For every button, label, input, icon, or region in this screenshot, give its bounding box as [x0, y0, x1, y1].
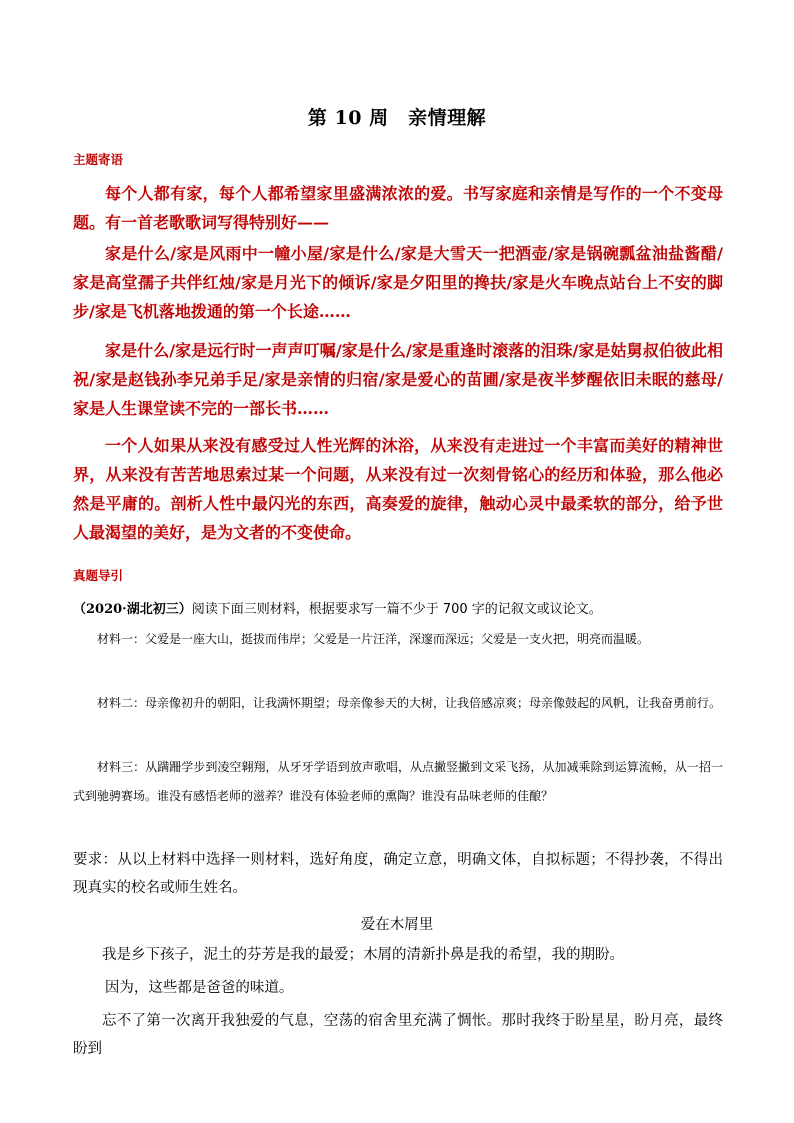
- exam-prompt: [73, 600, 723, 620]
- theme-paragraph: 每个人都有家，每个人都希望家里盛满浓浓的爱。书写家庭和亲情是写作的一个不变母题。有一首老歌歌词写得特别好——: [73, 184, 723, 232]
- exam-source: （2020·湖北初三）: [73, 602, 192, 617]
- page-title: 第 10 周 亲情理解: [307, 107, 487, 129]
- theme-paragraph: 一个人如果从来没有感受过人性光辉的沐浴，从来没有走进过一个丰富而美好的精神世界，从来没有苦苦地思索过某一个问题，从来没有过一次刻骨铭心的经历和体验，那么他必然是平庸的。剖析人性中最闪光的东西，高奏爱的旋律，触动心灵中最柔软的部分，给予世人最渴望的美好，是为文者的不变使命。: [73, 436, 723, 542]
- essay-paragraph: 忘不了第一次离开我独爱的气息，空荡的宿舍里充满了惆怅。那时我终于盼星星，盼月亮，最终盼到: [73, 1013, 723, 1057]
- material-item: 材料一：父爱是一座大山，挺拔而伟岸；父爱是一片汪洋，深邃而深远；父爱是一支火把，明亮而温暖。: [97, 632, 650, 646]
- theme-paragraph: 家是什么/家是风雨中一幢小屋/家是什么/家是大雪天一把酒壶/家是锅碗瓢盆油盐酱醋/家是高堂孺子共伴红烛/家是月光下的倾诉/家是夕阳里的搀扶/家是火车晚点站台上不安的脚步/家是飞机落地拨通的第一个长途……: [73, 244, 723, 321]
- exam-requirement: 要求：从以上材料中选择一则材料，选好角度，确定立意，明确文体，自拟标题；不得抄袭，不得出现真实的校名或师生姓名。: [73, 852, 723, 896]
- exam-prompt-text: 阅读下面三则材料，根据要求写一篇不少于 700 字的记叙文或议论文。: [191, 602, 602, 617]
- section-label-theme: 主题寄语: [73, 152, 124, 167]
- essay-title: 爱在木屑里: [360, 917, 434, 933]
- essay-paragraph: 因为，这些都是爸爸的味道。: [104, 980, 294, 996]
- theme-paragraph: 家是什么/家是远行时一声声叮嘱/家是什么/家是重逢时滚落的泪珠/家是姑舅叔伯彼此相祝/家是赵钱孙李兄弟手足/家是亲情的归宿/家是爱心的苗圃/家是夜半梦醒依旧未眠的慈母/家是人生课堂读不完的一部长书……: [73, 341, 723, 418]
- essay-paragraph: 我是乡下孩子，泥土的芬芳是我的最爱；木屑的清新扑鼻是我的希望，我的期盼。: [102, 947, 624, 963]
- material-item: 材料三：从蹒跚学步到凌空翱翔，从牙牙学语到放声歌唱，从点撇竖撇到文采飞扬，从加减乘除到运算流畅，从一招一式到驰骋赛场。谁没有感悟老师的滋养？谁没有体验老师的熏陶？谁没有品味老师的佳酿？: [73, 760, 723, 803]
- section-label-exam: 真题导引: [73, 568, 124, 583]
- material-item: 材料二：母亲像初升的朝阳，让我满怀期望；母亲像参天的大树，让我倍感凉爽；母亲像鼓起的风帆，让我奋勇前行。: [97, 696, 722, 710]
